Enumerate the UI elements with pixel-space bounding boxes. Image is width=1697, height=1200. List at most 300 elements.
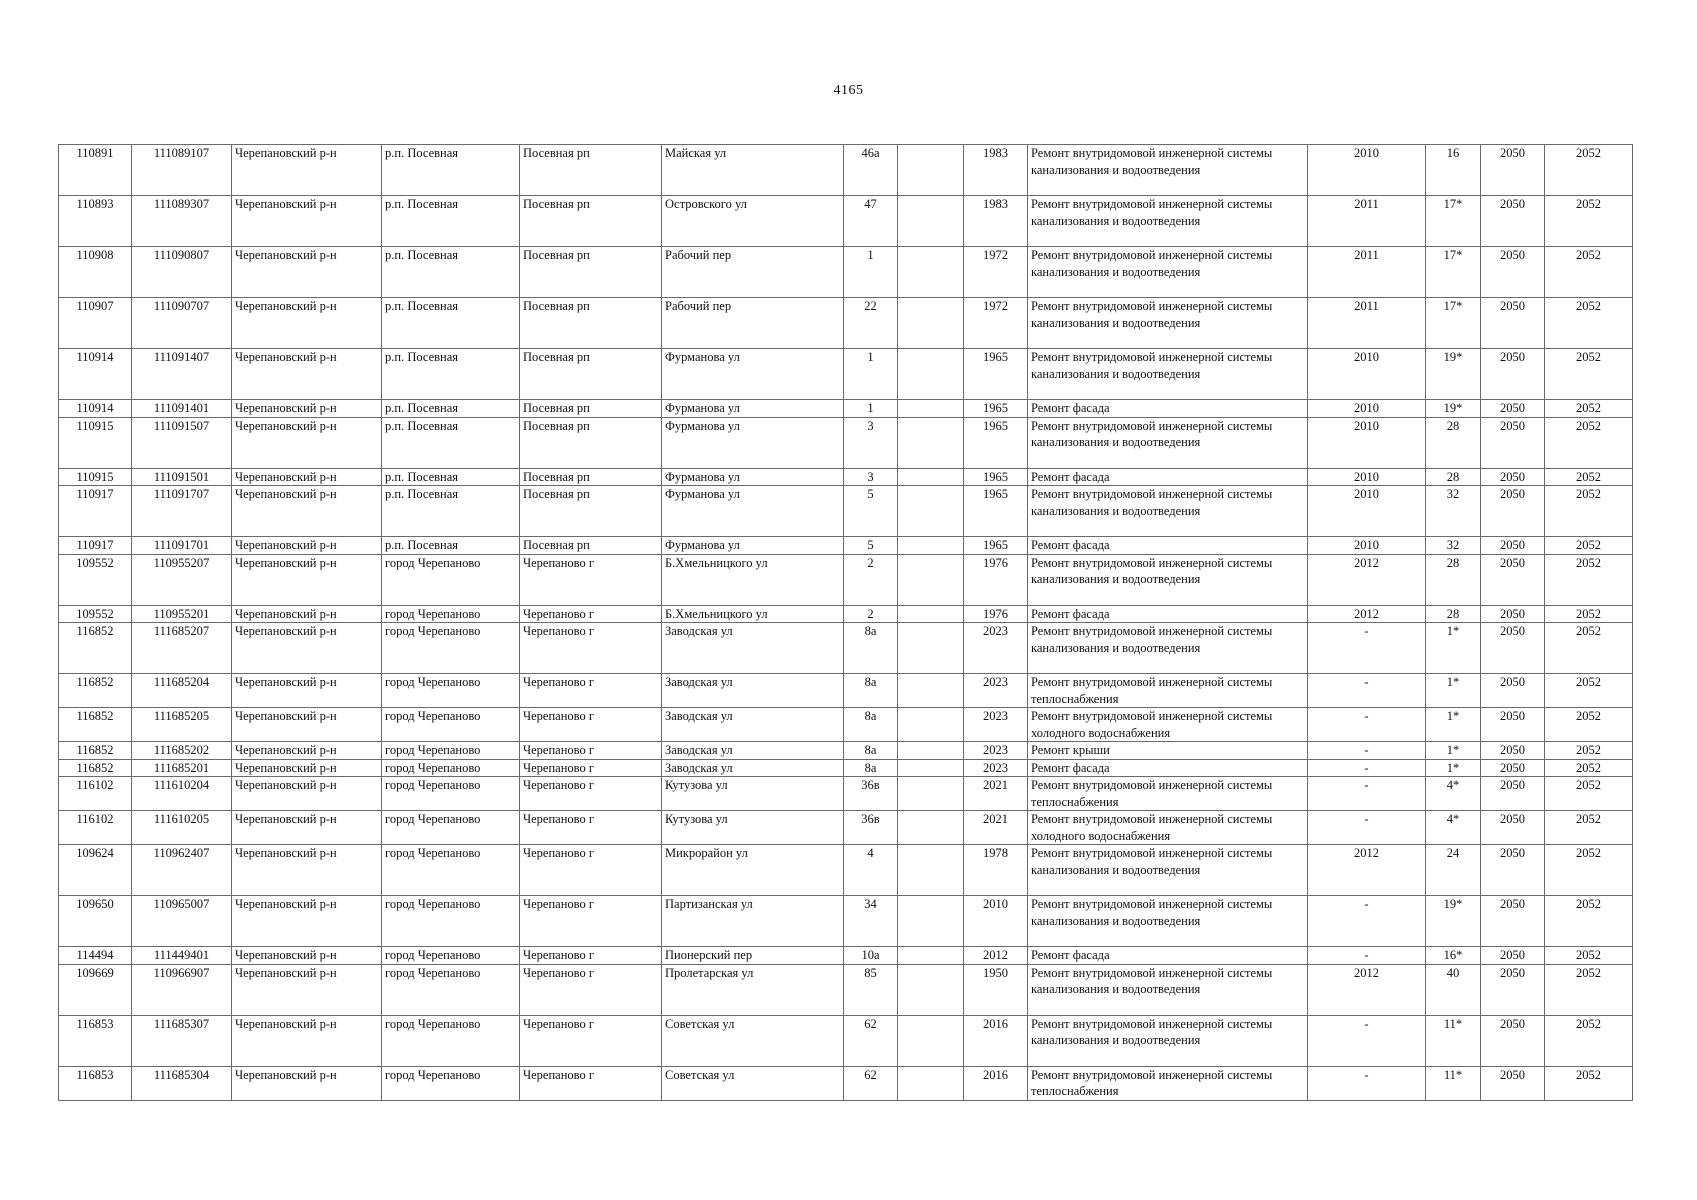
element-code-cell: 111091701 xyxy=(132,537,232,555)
street-cell: Фурманова ул xyxy=(662,349,844,400)
last-repair-year-cell: 2010 xyxy=(1308,145,1426,196)
element-code-cell: 111685307 xyxy=(132,1015,232,1066)
element-code-cell: 111685204 xyxy=(132,674,232,708)
start-year-cell: 2050 xyxy=(1481,708,1545,742)
locality-cell: Посевная рп xyxy=(520,400,662,418)
last-repair-year-cell: - xyxy=(1308,1015,1426,1066)
last-repair-year-cell: - xyxy=(1308,674,1426,708)
build-year-cell: 2016 xyxy=(964,1066,1028,1100)
street-cell: Партизанская ул xyxy=(662,896,844,947)
last-repair-year-cell: - xyxy=(1308,623,1426,674)
locality-cell: Посевная рп xyxy=(520,145,662,196)
table-row xyxy=(59,896,1633,947)
end-year-cell: 2052 xyxy=(1545,417,1633,468)
sequence-number-cell: 19* xyxy=(1426,400,1481,418)
house-number-cell: 8а xyxy=(844,708,898,742)
sequence-number-cell: 17* xyxy=(1426,247,1481,298)
table-row xyxy=(59,811,1633,845)
house-number-cell: 36в xyxy=(844,777,898,811)
element-code-cell: 110962407 xyxy=(132,845,232,896)
start-year-cell: 2050 xyxy=(1481,486,1545,537)
last-repair-year-cell: 2010 xyxy=(1308,400,1426,418)
work-type-cell: Ремонт фасада xyxy=(1028,537,1308,555)
end-year-cell: 2052 xyxy=(1545,468,1633,486)
sequence-number-cell: 1* xyxy=(1426,674,1481,708)
build-year-cell: 1978 xyxy=(964,845,1028,896)
work-type-cell: Ремонт фасада xyxy=(1028,605,1308,623)
street-cell: Б.Хмельницкого ул xyxy=(662,554,844,605)
house-number-cell: 3 xyxy=(844,417,898,468)
work-type-cell: Ремонт внутридомовой инженерной системы канализования и водоотведения xyxy=(1028,298,1308,349)
house-number-cell: 85 xyxy=(844,964,898,1015)
work-type-cell: Ремонт крыши xyxy=(1028,742,1308,760)
district-cell: Черепановский р-н xyxy=(232,554,382,605)
district-cell: Черепановский р-н xyxy=(232,298,382,349)
street-cell: Заводская ул xyxy=(662,742,844,760)
object-id-cell: 116853 xyxy=(59,1066,132,1100)
object-id-cell: 109669 xyxy=(59,964,132,1015)
settlement-cell: р.п. Посевная xyxy=(382,417,520,468)
element-code-cell: 110955207 xyxy=(132,554,232,605)
element-code-cell: 111089107 xyxy=(132,145,232,196)
object-id-cell: 110914 xyxy=(59,349,132,400)
last-repair-year-cell: 2012 xyxy=(1308,964,1426,1015)
build-year-cell: 2023 xyxy=(964,708,1028,742)
work-type-cell: Ремонт внутридомовой инженерной системы канализования и водоотведения xyxy=(1028,486,1308,537)
locality-cell: Черепаново г xyxy=(520,1015,662,1066)
building-cell xyxy=(898,1015,964,1066)
last-repair-year-cell: 2012 xyxy=(1308,554,1426,605)
settlement-cell: город Черепаново xyxy=(382,708,520,742)
end-year-cell: 2052 xyxy=(1545,674,1633,708)
sequence-number-cell: 32 xyxy=(1426,486,1481,537)
object-id-cell: 110917 xyxy=(59,537,132,555)
end-year-cell: 2052 xyxy=(1545,196,1633,247)
table-row xyxy=(59,486,1633,537)
build-year-cell: 1972 xyxy=(964,298,1028,349)
building-cell xyxy=(898,486,964,537)
settlement-cell: р.п. Посевная xyxy=(382,349,520,400)
settlement-cell: город Черепаново xyxy=(382,947,520,965)
table-row xyxy=(59,947,1633,965)
start-year-cell: 2050 xyxy=(1481,298,1545,349)
district-cell: Черепановский р-н xyxy=(232,708,382,742)
street-cell: Советская ул xyxy=(662,1015,844,1066)
sequence-number-cell: 11* xyxy=(1426,1015,1481,1066)
build-year-cell: 2023 xyxy=(964,759,1028,777)
locality-cell: Черепаново г xyxy=(520,759,662,777)
district-cell: Черепановский р-н xyxy=(232,777,382,811)
element-code-cell: 111091407 xyxy=(132,349,232,400)
house-number-cell: 46а xyxy=(844,145,898,196)
work-type-cell: Ремонт внутридомовой инженерной системы канализования и водоотведения xyxy=(1028,845,1308,896)
build-year-cell: 2012 xyxy=(964,947,1028,965)
object-id-cell: 110891 xyxy=(59,145,132,196)
last-repair-year-cell: - xyxy=(1308,708,1426,742)
house-number-cell: 2 xyxy=(844,605,898,623)
district-cell: Черепановский р-н xyxy=(232,759,382,777)
building-cell xyxy=(898,845,964,896)
end-year-cell: 2052 xyxy=(1545,605,1633,623)
district-cell: Черепановский р-н xyxy=(232,196,382,247)
end-year-cell: 2052 xyxy=(1545,247,1633,298)
object-id-cell: 116852 xyxy=(59,742,132,760)
object-id-cell: 109552 xyxy=(59,554,132,605)
locality-cell: Черепаново г xyxy=(520,554,662,605)
sequence-number-cell: 28 xyxy=(1426,605,1481,623)
settlement-cell: город Черепаново xyxy=(382,964,520,1015)
build-year-cell: 2016 xyxy=(964,1015,1028,1066)
start-year-cell: 2050 xyxy=(1481,554,1545,605)
object-id-cell: 116102 xyxy=(59,811,132,845)
build-year-cell: 1972 xyxy=(964,247,1028,298)
end-year-cell: 2052 xyxy=(1545,947,1633,965)
work-type-cell: Ремонт внутридомовой инженерной системы канализования и водоотведения xyxy=(1028,349,1308,400)
object-id-cell: 110917 xyxy=(59,486,132,537)
object-id-cell: 109650 xyxy=(59,896,132,947)
table-row xyxy=(59,196,1633,247)
district-cell: Черепановский р-н xyxy=(232,1066,382,1100)
build-year-cell: 1965 xyxy=(964,486,1028,537)
build-year-cell: 1965 xyxy=(964,400,1028,418)
street-cell: Островского ул xyxy=(662,196,844,247)
locality-cell: Черепаново г xyxy=(520,896,662,947)
sequence-number-cell: 1* xyxy=(1426,742,1481,760)
district-cell: Черепановский р-н xyxy=(232,674,382,708)
build-year-cell: 1950 xyxy=(964,964,1028,1015)
street-cell: Заводская ул xyxy=(662,674,844,708)
object-id-cell: 116852 xyxy=(59,674,132,708)
locality-cell: Черепаново г xyxy=(520,605,662,623)
sequence-number-cell: 40 xyxy=(1426,964,1481,1015)
street-cell: Кутузова ул xyxy=(662,777,844,811)
work-type-cell: Ремонт фасада xyxy=(1028,947,1308,965)
last-repair-year-cell: - xyxy=(1308,1066,1426,1100)
end-year-cell: 2052 xyxy=(1545,742,1633,760)
sequence-number-cell: 4* xyxy=(1426,811,1481,845)
start-year-cell: 2050 xyxy=(1481,1015,1545,1066)
building-cell xyxy=(898,417,964,468)
house-number-cell: 62 xyxy=(844,1015,898,1066)
sequence-number-cell: 32 xyxy=(1426,537,1481,555)
end-year-cell: 2052 xyxy=(1545,777,1633,811)
settlement-cell: город Черепаново xyxy=(382,623,520,674)
end-year-cell: 2052 xyxy=(1545,1066,1633,1100)
street-cell: Кутузова ул xyxy=(662,811,844,845)
last-repair-year-cell: 2012 xyxy=(1308,605,1426,623)
element-code-cell: 111090807 xyxy=(132,247,232,298)
table-row xyxy=(59,605,1633,623)
district-cell: Черепановский р-н xyxy=(232,964,382,1015)
settlement-cell: город Черепаново xyxy=(382,845,520,896)
house-number-cell: 5 xyxy=(844,537,898,555)
object-id-cell: 116853 xyxy=(59,1015,132,1066)
work-type-cell: Ремонт внутридомовой инженерной системы канализования и водоотведения xyxy=(1028,623,1308,674)
object-id-cell: 110893 xyxy=(59,196,132,247)
object-id-cell: 110915 xyxy=(59,468,132,486)
street-cell: Рабочий пер xyxy=(662,298,844,349)
building-cell xyxy=(898,400,964,418)
element-code-cell: 110966907 xyxy=(132,964,232,1015)
last-repair-year-cell: 2010 xyxy=(1308,537,1426,555)
element-code-cell: 111685205 xyxy=(132,708,232,742)
table-row xyxy=(59,554,1633,605)
district-cell: Черепановский р-н xyxy=(232,417,382,468)
street-cell: Фурманова ул xyxy=(662,486,844,537)
start-year-cell: 2050 xyxy=(1481,1066,1545,1100)
building-cell xyxy=(898,964,964,1015)
settlement-cell: р.п. Посевная xyxy=(382,247,520,298)
sequence-number-cell: 1* xyxy=(1426,623,1481,674)
end-year-cell: 2052 xyxy=(1545,145,1633,196)
work-type-cell: Ремонт фасада xyxy=(1028,400,1308,418)
house-number-cell: 22 xyxy=(844,298,898,349)
work-type-cell: Ремонт внутридомовой инженерной системы канализования и водоотведения xyxy=(1028,1015,1308,1066)
building-cell xyxy=(898,247,964,298)
end-year-cell: 2052 xyxy=(1545,896,1633,947)
building-cell xyxy=(898,674,964,708)
sequence-number-cell: 28 xyxy=(1426,468,1481,486)
table-row xyxy=(59,468,1633,486)
street-cell: Фурманова ул xyxy=(662,400,844,418)
object-id-cell: 116852 xyxy=(59,708,132,742)
last-repair-year-cell: - xyxy=(1308,896,1426,947)
last-repair-year-cell: - xyxy=(1308,811,1426,845)
work-type-cell: Ремонт внутридомовой инженерной системы теплоснабжения xyxy=(1028,777,1308,811)
street-cell: Пролетарская ул xyxy=(662,964,844,1015)
locality-cell: Черепаново г xyxy=(520,1066,662,1100)
end-year-cell: 2052 xyxy=(1545,623,1633,674)
work-type-cell: Ремонт внутридомовой инженерной системы канализования и водоотведения xyxy=(1028,896,1308,947)
house-number-cell: 1 xyxy=(844,400,898,418)
table-row xyxy=(59,400,1633,418)
last-repair-year-cell: 2011 xyxy=(1308,247,1426,298)
house-number-cell: 62 xyxy=(844,1066,898,1100)
building-cell xyxy=(898,811,964,845)
district-cell: Черепановский р-н xyxy=(232,468,382,486)
building-cell xyxy=(898,554,964,605)
sequence-number-cell: 1* xyxy=(1426,759,1481,777)
table-row xyxy=(59,777,1633,811)
house-number-cell: 36в xyxy=(844,811,898,845)
house-number-cell: 3 xyxy=(844,468,898,486)
start-year-cell: 2050 xyxy=(1481,537,1545,555)
last-repair-year-cell: - xyxy=(1308,759,1426,777)
locality-cell: Посевная рп xyxy=(520,247,662,298)
end-year-cell: 2052 xyxy=(1545,554,1633,605)
district-cell: Черепановский р-н xyxy=(232,537,382,555)
house-number-cell: 4 xyxy=(844,845,898,896)
start-year-cell: 2050 xyxy=(1481,674,1545,708)
table-row xyxy=(59,623,1633,674)
settlement-cell: город Черепаново xyxy=(382,1015,520,1066)
table-row xyxy=(59,964,1633,1015)
build-year-cell: 2010 xyxy=(964,896,1028,947)
building-cell xyxy=(898,742,964,760)
locality-cell: Посевная рп xyxy=(520,468,662,486)
table-row xyxy=(59,674,1633,708)
district-cell: Черепановский р-н xyxy=(232,486,382,537)
element-code-cell: 111091707 xyxy=(132,486,232,537)
table-row xyxy=(59,1066,1633,1100)
start-year-cell: 2050 xyxy=(1481,196,1545,247)
element-code-cell: 111685201 xyxy=(132,759,232,777)
registry-table xyxy=(58,144,1633,1101)
building-cell xyxy=(898,145,964,196)
end-year-cell: 2052 xyxy=(1545,537,1633,555)
settlement-cell: р.п. Посевная xyxy=(382,468,520,486)
end-year-cell: 2052 xyxy=(1545,298,1633,349)
sequence-number-cell: 24 xyxy=(1426,845,1481,896)
build-year-cell: 1965 xyxy=(964,349,1028,400)
street-cell: Заводская ул xyxy=(662,759,844,777)
locality-cell: Черепаново г xyxy=(520,964,662,1015)
element-code-cell: 111685304 xyxy=(132,1066,232,1100)
house-number-cell: 1 xyxy=(844,349,898,400)
house-number-cell: 34 xyxy=(844,896,898,947)
table-row xyxy=(59,845,1633,896)
start-year-cell: 2050 xyxy=(1481,417,1545,468)
table-row xyxy=(59,537,1633,555)
street-cell: Фурманова ул xyxy=(662,537,844,555)
table-row xyxy=(59,247,1633,298)
last-repair-year-cell: 2010 xyxy=(1308,417,1426,468)
settlement-cell: город Черепаново xyxy=(382,896,520,947)
work-type-cell: Ремонт внутридомовой инженерной системы канализования и водоотведения xyxy=(1028,417,1308,468)
street-cell: Советская ул xyxy=(662,1066,844,1100)
settlement-cell: город Черепаново xyxy=(382,759,520,777)
building-cell xyxy=(898,1066,964,1100)
element-code-cell: 111091507 xyxy=(132,417,232,468)
street-cell: Заводская ул xyxy=(662,623,844,674)
locality-cell: Черепаново г xyxy=(520,674,662,708)
start-year-cell: 2050 xyxy=(1481,623,1545,674)
settlement-cell: город Черепаново xyxy=(382,777,520,811)
build-year-cell: 1965 xyxy=(964,417,1028,468)
settlement-cell: р.п. Посевная xyxy=(382,400,520,418)
object-id-cell: 110915 xyxy=(59,417,132,468)
settlement-cell: город Черепаново xyxy=(382,1066,520,1100)
table-row xyxy=(59,759,1633,777)
house-number-cell: 2 xyxy=(844,554,898,605)
sequence-number-cell: 28 xyxy=(1426,417,1481,468)
district-cell: Черепановский р-н xyxy=(232,896,382,947)
last-repair-year-cell: 2010 xyxy=(1308,486,1426,537)
locality-cell: Черепаново г xyxy=(520,742,662,760)
street-cell: Микрорайон ул xyxy=(662,845,844,896)
work-type-cell: Ремонт внутридомовой инженерной системы теплоснабжения xyxy=(1028,1066,1308,1100)
locality-cell: Черепаново г xyxy=(520,947,662,965)
build-year-cell: 2023 xyxy=(964,742,1028,760)
sequence-number-cell: 19* xyxy=(1426,896,1481,947)
district-cell: Черепановский р-н xyxy=(232,605,382,623)
table-row xyxy=(59,742,1633,760)
object-id-cell: 110908 xyxy=(59,247,132,298)
district-cell: Черепановский р-н xyxy=(232,623,382,674)
district-cell: Черепановский р-н xyxy=(232,145,382,196)
locality-cell: Черепаново г xyxy=(520,845,662,896)
work-type-cell: Ремонт внутридомовой инженерной системы канализования и водоотведения xyxy=(1028,554,1308,605)
element-code-cell: 111091401 xyxy=(132,400,232,418)
building-cell xyxy=(898,759,964,777)
start-year-cell: 2050 xyxy=(1481,964,1545,1015)
settlement-cell: р.п. Посевная xyxy=(382,486,520,537)
element-code-cell: 111685207 xyxy=(132,623,232,674)
table-row xyxy=(59,349,1633,400)
sequence-number-cell: 11* xyxy=(1426,1066,1481,1100)
sequence-number-cell: 17* xyxy=(1426,196,1481,247)
house-number-cell: 10а xyxy=(844,947,898,965)
end-year-cell: 2052 xyxy=(1545,845,1633,896)
locality-cell: Посевная рп xyxy=(520,196,662,247)
work-type-cell: Ремонт внутридомовой инженерной системы холодного водоснабжения xyxy=(1028,811,1308,845)
registry-body xyxy=(59,145,1633,1101)
end-year-cell: 2052 xyxy=(1545,486,1633,537)
last-repair-year-cell: 2012 xyxy=(1308,845,1426,896)
element-code-cell: 111091501 xyxy=(132,468,232,486)
object-id-cell: 116102 xyxy=(59,777,132,811)
settlement-cell: р.п. Посевная xyxy=(382,537,520,555)
last-repair-year-cell: - xyxy=(1308,947,1426,965)
element-code-cell: 111449401 xyxy=(132,947,232,965)
street-cell: Пионерский пер xyxy=(662,947,844,965)
house-number-cell: 5 xyxy=(844,486,898,537)
settlement-cell: город Черепаново xyxy=(382,554,520,605)
settlement-cell: р.п. Посевная xyxy=(382,196,520,247)
locality-cell: Черепаново г xyxy=(520,777,662,811)
object-id-cell: 116852 xyxy=(59,623,132,674)
building-cell xyxy=(898,298,964,349)
work-type-cell: Ремонт внутридомовой инженерной системы теплоснабжения xyxy=(1028,674,1308,708)
street-cell: Заводская ул xyxy=(662,708,844,742)
work-type-cell: Ремонт внутридомовой инженерной системы холодного водоснабжения xyxy=(1028,708,1308,742)
table-row xyxy=(59,145,1633,196)
street-cell: Б.Хмельницкого ул xyxy=(662,605,844,623)
start-year-cell: 2050 xyxy=(1481,742,1545,760)
building-cell xyxy=(898,349,964,400)
element-code-cell: 111090707 xyxy=(132,298,232,349)
start-year-cell: 2050 xyxy=(1481,947,1545,965)
object-id-cell: 110907 xyxy=(59,298,132,349)
building-cell xyxy=(898,777,964,811)
end-year-cell: 2052 xyxy=(1545,964,1633,1015)
start-year-cell: 2050 xyxy=(1481,605,1545,623)
build-year-cell: 1976 xyxy=(964,554,1028,605)
start-year-cell: 2050 xyxy=(1481,247,1545,298)
sequence-number-cell: 1* xyxy=(1426,708,1481,742)
page-number: 4165 xyxy=(833,83,864,98)
settlement-cell: город Черепаново xyxy=(382,605,520,623)
start-year-cell: 2050 xyxy=(1481,349,1545,400)
start-year-cell: 2050 xyxy=(1481,777,1545,811)
work-type-cell: Ремонт фасада xyxy=(1028,759,1308,777)
build-year-cell: 1976 xyxy=(964,605,1028,623)
sequence-number-cell: 16 xyxy=(1426,145,1481,196)
element-code-cell: 110955201 xyxy=(132,605,232,623)
locality-cell: Посевная рп xyxy=(520,417,662,468)
sequence-number-cell: 28 xyxy=(1426,554,1481,605)
sequence-number-cell: 4* xyxy=(1426,777,1481,811)
end-year-cell: 2052 xyxy=(1545,708,1633,742)
table-row xyxy=(59,1015,1633,1066)
district-cell: Черепановский р-н xyxy=(232,247,382,298)
last-repair-year-cell: 2010 xyxy=(1308,468,1426,486)
sequence-number-cell: 19* xyxy=(1426,349,1481,400)
element-code-cell: 111089307 xyxy=(132,196,232,247)
end-year-cell: 2052 xyxy=(1545,811,1633,845)
district-cell: Черепановский р-н xyxy=(232,349,382,400)
table-row xyxy=(59,417,1633,468)
